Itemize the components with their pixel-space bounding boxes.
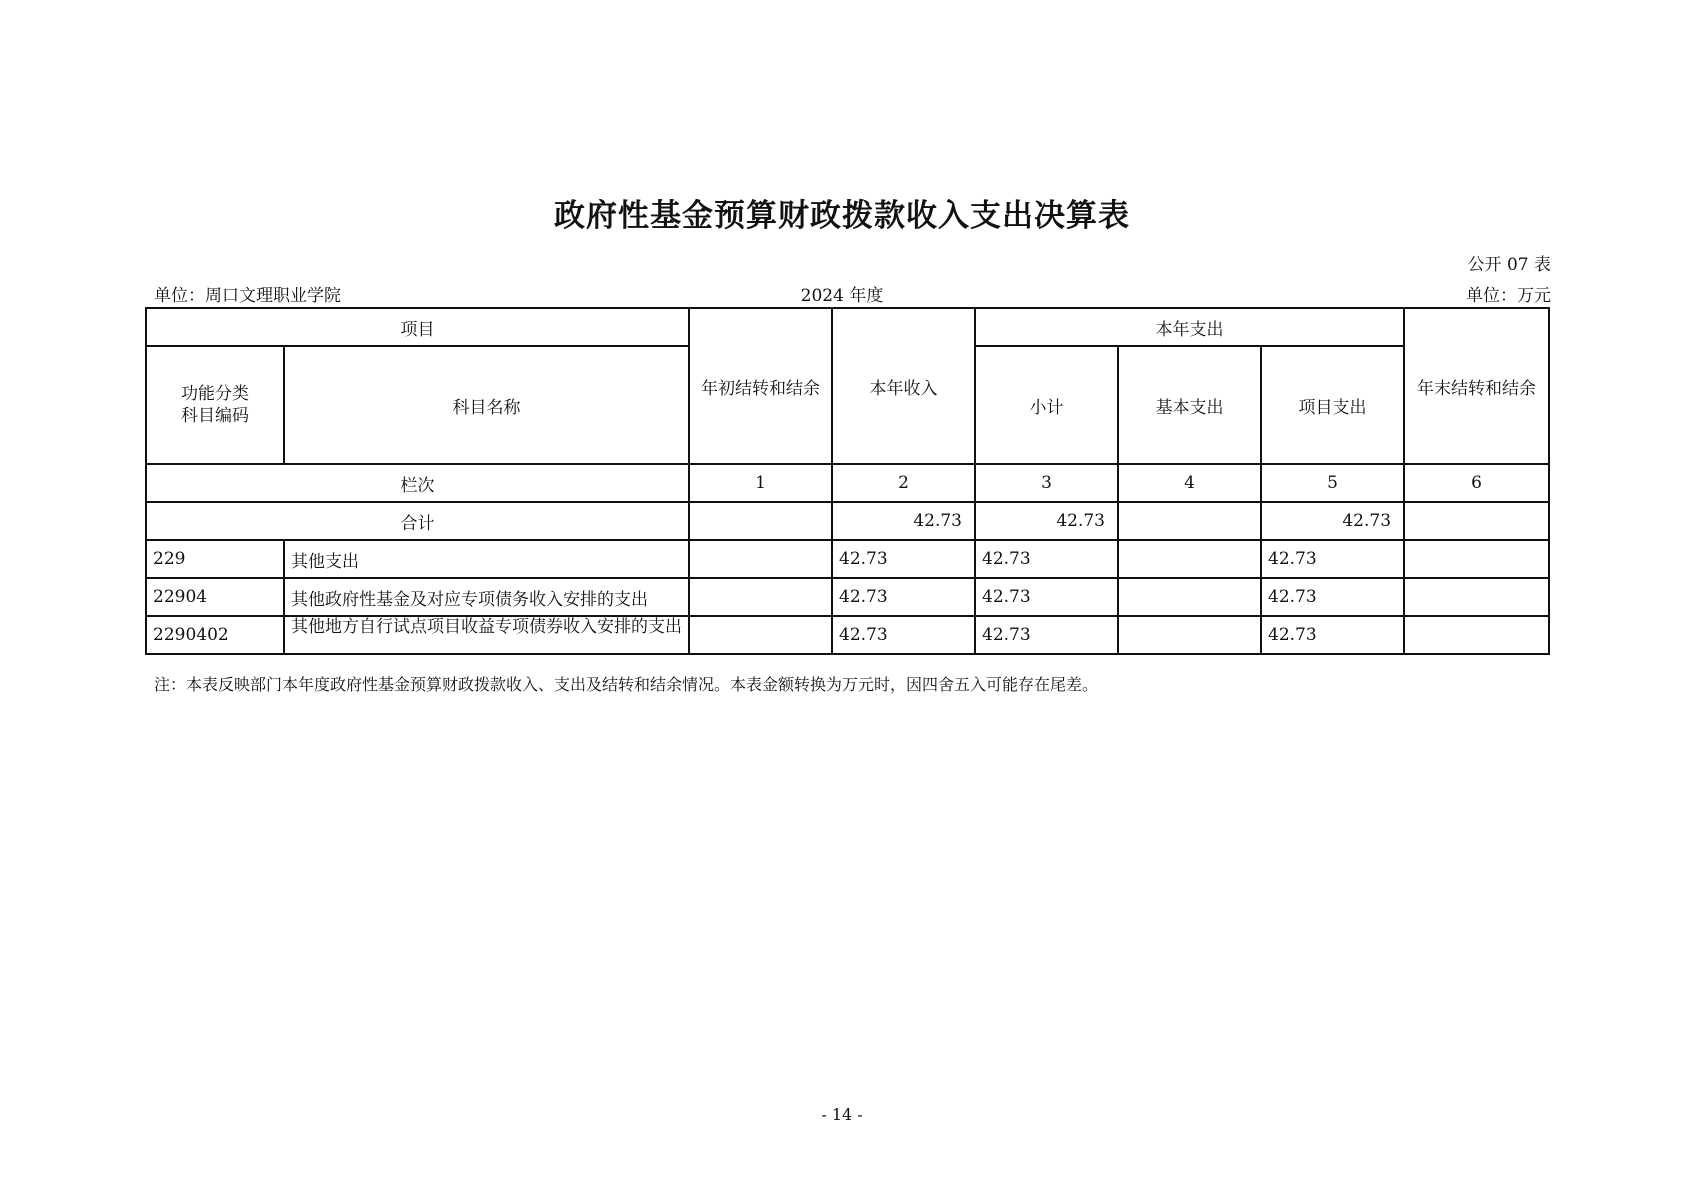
column-index-6: 6 (1404, 464, 1549, 502)
amount-unit: 单位：万元 (1466, 286, 1551, 306)
row-project: 42.73 (1261, 540, 1404, 578)
row-end (1404, 540, 1549, 578)
row-subtotal: 42.73 (975, 578, 1118, 616)
column-index-4: 4 (1118, 464, 1261, 502)
row-income: 42.73 (832, 616, 975, 654)
header-begin-balance: 年初结转和结余 (689, 308, 832, 464)
total-row (146, 502, 1549, 540)
row-name: 其他地方自行试点项目收益专项债券收入安排的支出 (291, 617, 682, 637)
column-index-label: 栏次 (146, 464, 689, 502)
row-project: 42.73 (1261, 616, 1404, 654)
row-end (1404, 578, 1549, 616)
header-expense: 本年支出 (975, 308, 1404, 346)
header-project-expense: 项目支出 (1261, 346, 1404, 464)
row-end (1404, 616, 1549, 654)
row-subtotal: 42.73 (975, 616, 1118, 654)
row-basic (1118, 540, 1261, 578)
column-index-2: 2 (832, 464, 975, 502)
row-begin (689, 540, 832, 578)
form-number: 公开 07 表 (1467, 255, 1551, 275)
total-income: 42.73 (832, 502, 975, 540)
row-begin (689, 578, 832, 616)
budget-table (145, 307, 1550, 655)
header-end-balance: 年末结转和结余 (1404, 308, 1549, 464)
row-name: 其他支出 (284, 540, 689, 578)
row-basic (1118, 578, 1261, 616)
table-row (146, 540, 1549, 578)
table-row (146, 578, 1549, 616)
page-title: 政府性基金预算财政拨款收入支出决算表 (554, 198, 1130, 234)
row-code: 22904 (146, 578, 284, 616)
row-name-cell (284, 616, 689, 654)
total-end (1404, 502, 1549, 540)
total-label: 合计 (146, 502, 689, 540)
total-project: 42.73 (1261, 502, 1404, 540)
header-basic-expense: 基本支出 (1118, 346, 1261, 464)
total-subtotal: 42.73 (975, 502, 1118, 540)
row-income: 42.73 (832, 540, 975, 578)
header-income: 本年收入 (832, 308, 975, 464)
row-project: 42.73 (1261, 578, 1404, 616)
row-subtotal: 42.73 (975, 540, 1118, 578)
header-subtotal: 小计 (975, 346, 1118, 464)
column-index-3: 3 (975, 464, 1118, 502)
table-note: 注：本表反映部门本年度政府性基金预算财政拨款收入、支出及结转和结余情况。本表金额转换为万元时，因四舍五入可能存在尾差。 (154, 675, 1099, 694)
table-row (146, 616, 1549, 654)
header-function-code-line1: 功能分类 (181, 384, 249, 404)
column-index-row (146, 464, 1549, 502)
fiscal-year: 2024 年度 (800, 286, 884, 306)
header-subject-name: 科目名称 (284, 346, 689, 464)
row-begin (689, 616, 832, 654)
header-function-code (146, 346, 284, 464)
row-code: 229 (146, 540, 284, 578)
header-project: 项目 (146, 308, 689, 346)
reporting-unit: 单位：周口文理职业学院 (154, 286, 341, 306)
total-begin (689, 502, 832, 540)
row-basic (1118, 616, 1261, 654)
header-function-code-line2: 科目编码 (181, 406, 249, 426)
total-basic (1118, 502, 1261, 540)
column-index-5: 5 (1261, 464, 1404, 502)
column-index-1: 1 (689, 464, 832, 502)
page-number: - 14 - (821, 1105, 863, 1124)
row-name: 其他政府性基金及对应专项债务收入安排的支出 (284, 578, 689, 616)
row-income: 42.73 (832, 578, 975, 616)
row-code: 2290402 (146, 616, 284, 654)
